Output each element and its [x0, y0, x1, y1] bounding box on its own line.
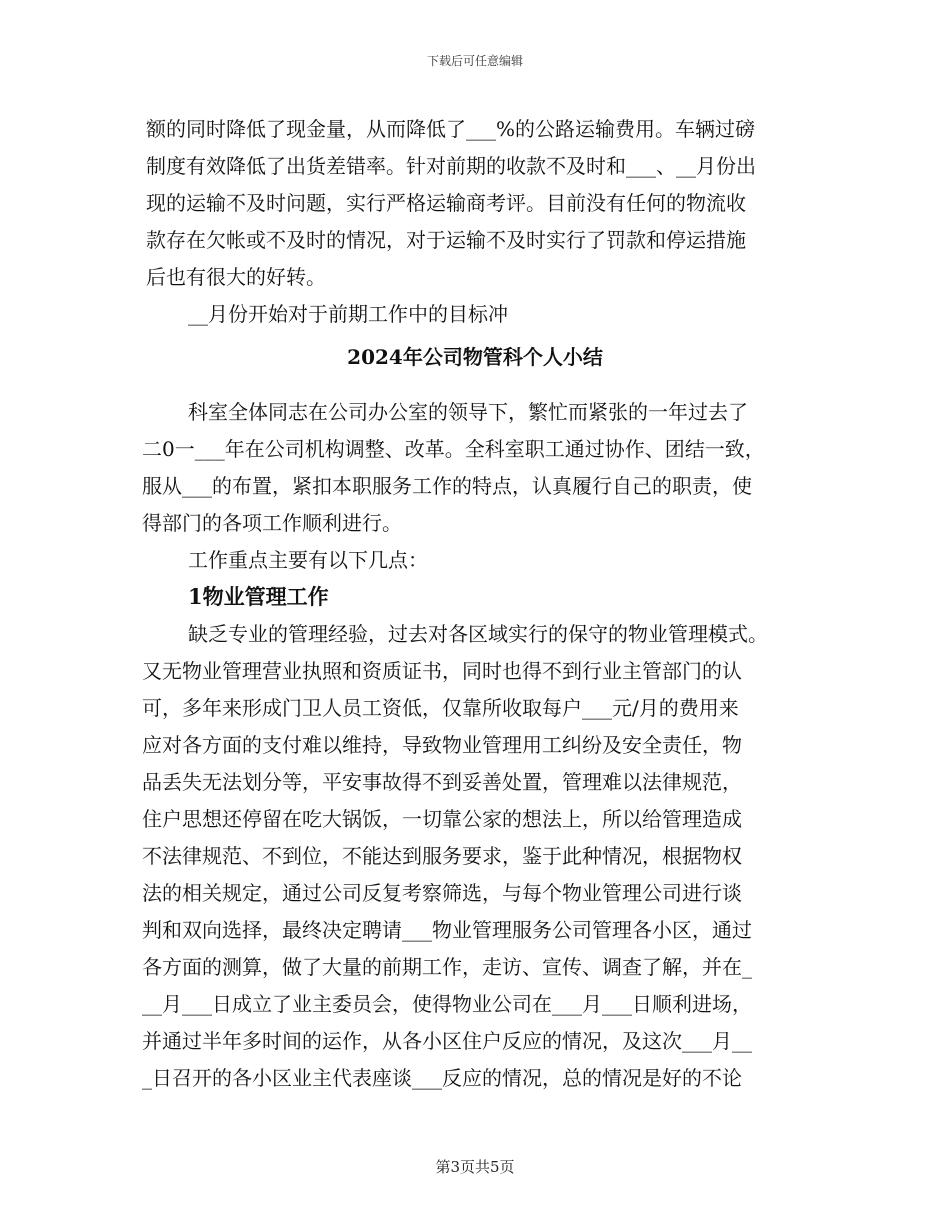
text-line: 法的相关规定，通过公司反复考察筛选，与每个物业管理公司进行谈 [142, 881, 742, 905]
text-line: 品丢失无法划分等，平安事故得不到妥善处置，管理难以法律规范， [142, 770, 742, 794]
text-line: 又无物业管理营业执照和资质证书，同时也得不到行业主管部门的认 [142, 659, 742, 683]
text-line: 服从___的布置，紧扣本职服务工作的特点，认真履行自己的职责，使 [142, 474, 752, 498]
text-line: 各方面的测算，做了大量的前期工作，走访、宣传、调查了解，并在_ [142, 955, 752, 979]
text-line: 缺乏专业的管理经验，过去对各区域实行的保守的物业管理模式。 [188, 622, 768, 646]
text-line: 款存在欠帐或不及时的情况，对于运输不及时实行了罚款和停运措施 [146, 228, 746, 252]
text-line: 后也有很大的好转。 [146, 265, 326, 289]
text-line: __月___日成立了业主委员会，使得物业公司在___月___日顺利进场， [142, 992, 752, 1016]
text-line: 并通过半年多时间的运作，从各小区住户反应的情况，及这次___月__ [142, 1029, 752, 1053]
subheading: 1物业管理工作 [188, 584, 329, 609]
text-line: 应对各方面的支付难以维持，导致物业管理用工纠纷及安全责任，物 [142, 733, 742, 757]
text-line: 判和双向选择，最终决定聘请___物业管理服务公司管理各小区，通过 [142, 918, 752, 942]
page-number: 第3页共5页 [435, 1158, 515, 1176]
text-line: 制度有效降低了出货差错率。针对前期的收款不及时和___、__月份出 [146, 154, 756, 178]
text-line: 得部门的各项工作顺利进行。 [142, 511, 402, 535]
text-line: 工作重点主要有以下几点： [188, 548, 428, 572]
text-line: 住户思想还停留在吃大锅饭，一切靠公家的想法上，所以给管理造成 [142, 807, 742, 831]
text-line: 额的同时降低了现金量，从而降低了___%的公路运输费用。车辆过磅 [146, 117, 756, 141]
page-header-note: 下载后可任意编辑 [426, 54, 523, 68]
text-line: __月份开始对于前期工作中的目标冲 [188, 302, 508, 326]
text-line: 二0一___年在公司机构调整、改革。全科室职工通过协作、团结一致， [142, 437, 765, 461]
text-line: 不法律规范、不到位，不能达到服务要求，鉴于此种情况，根据物权 [142, 844, 742, 868]
text-line: 科室全体同志在公司办公室的领导下，繁忙而紧张的一年过去了 [188, 400, 748, 424]
text-line: _日召开的各小区业主代表座谈___反应的情况，总的情况是好的不论 [142, 1066, 742, 1090]
text-line: 可，多年来形成门卫人员工资低，仅靠所收取每户___元/月的费用来 [142, 696, 739, 720]
text-line: 现的运输不及时问题，实行严格运输商考评。目前没有任何的物流收 [146, 191, 746, 215]
section-title: 2024年公司物管科个人小结 [347, 345, 603, 369]
